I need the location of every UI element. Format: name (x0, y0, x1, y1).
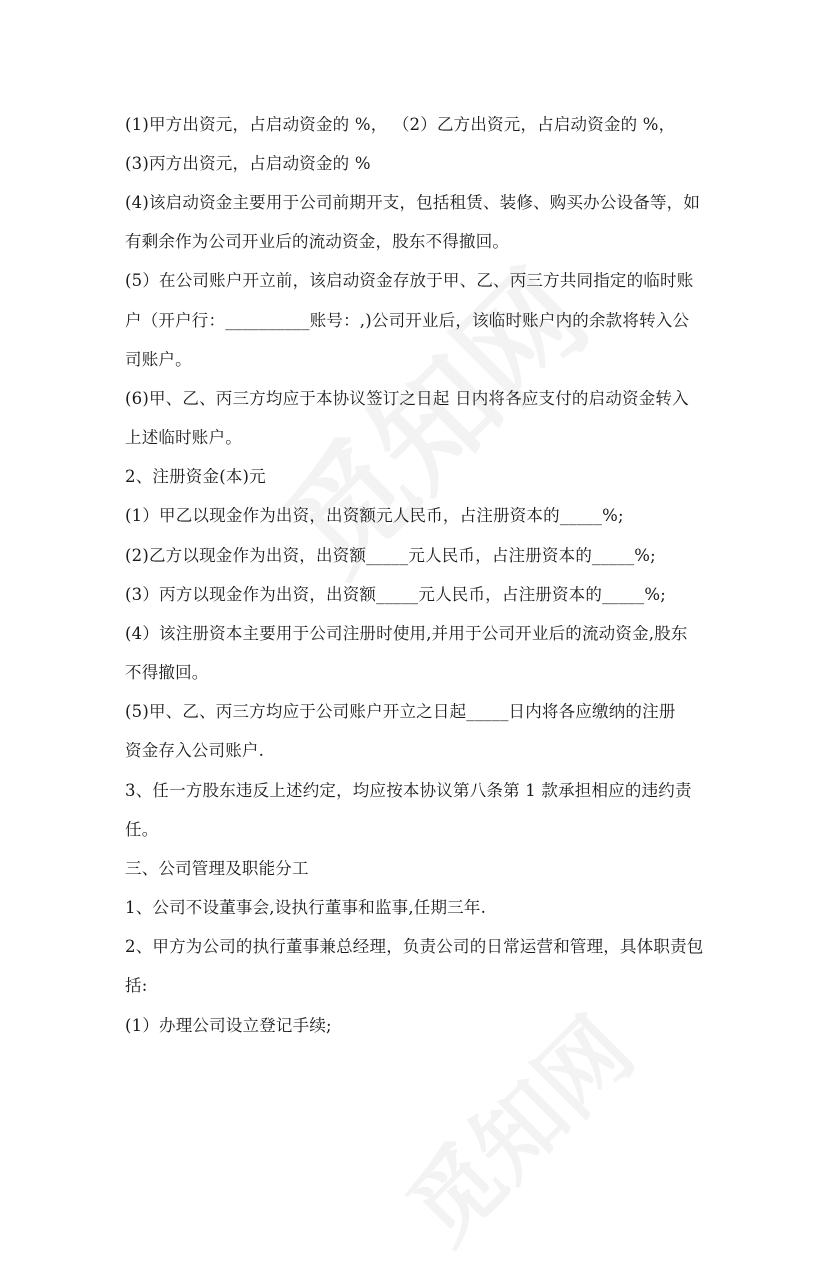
text-line: (1）甲乙以现金作为出资，出资额元人民币，占注册资本的_____%; (125, 506, 624, 525)
text-line: (5）在公司账户开立前，该启动资金存放于甲、乙、丙三方共同指定的临时账 (125, 271, 694, 290)
text-line: 括: (125, 976, 148, 995)
text-line: 2、甲方为公司的执行董事兼总经理，负责公司的日常运营和管理，具体职责包 (125, 937, 704, 956)
text-line: (1）办理公司设立登记手续; (125, 1016, 332, 1035)
text-line: (4)该启动资金主要用于公司前期开支，包括租赁、装修、购买办公设备等，如 (125, 193, 701, 212)
text-line: 司账户。 (125, 350, 192, 369)
text-line: 1、公司不设董事会,设执行董事和监事,任期三年. (125, 898, 487, 917)
text-line: 任。 (125, 820, 159, 839)
text-line: 上述临时账户。 (125, 428, 242, 447)
text-line: 资金存入公司账户. (125, 741, 265, 760)
text-line: 户（开户行：__________账号：,)公司开业后，该临时账户内的余款将转入公 (125, 311, 690, 330)
text-line: (6)甲、乙、丙三方均应于本协议签订之日起 日内将各应支付的启动资金转入 (125, 389, 689, 408)
text-line: (4）该注册资本主要用于公司注册时使用,并用于公司开业后的流动资金,股东 (125, 624, 688, 643)
watermark (374, 984, 657, 1266)
section-heading: 三、公司管理及职能分工 (125, 859, 309, 878)
text-line: 有剩余作为公司开业后的流动资金，股东不得撤回。 (125, 232, 510, 251)
text-line: (2)乙方以现金作为出资，出资额_____元人民币，占注册资本的_____%; (125, 546, 656, 565)
text-line: (3）丙方以现金作为出资，出资额_____元人民币，占注册资本的_____%; (125, 585, 666, 604)
text-line: 3、任一方股东违反上述约定，均应按本协议第八条第 1 款承担相应的违约责 (125, 781, 692, 800)
section-heading: 2、注册资金(本)元 (125, 467, 266, 486)
text-line: (5)甲、乙、丙三方均应于公司账户开立之日起_____日内将各应缴纳的注册 (125, 702, 676, 721)
text-line: (3)丙方出资元，占启动资金的 % (125, 154, 371, 173)
text-line: (1)甲方出资元，占启动资金的 %， （2）乙方出资元，占启动资金的 %， (125, 115, 676, 134)
text-line: 不得撤回。 (125, 663, 209, 682)
